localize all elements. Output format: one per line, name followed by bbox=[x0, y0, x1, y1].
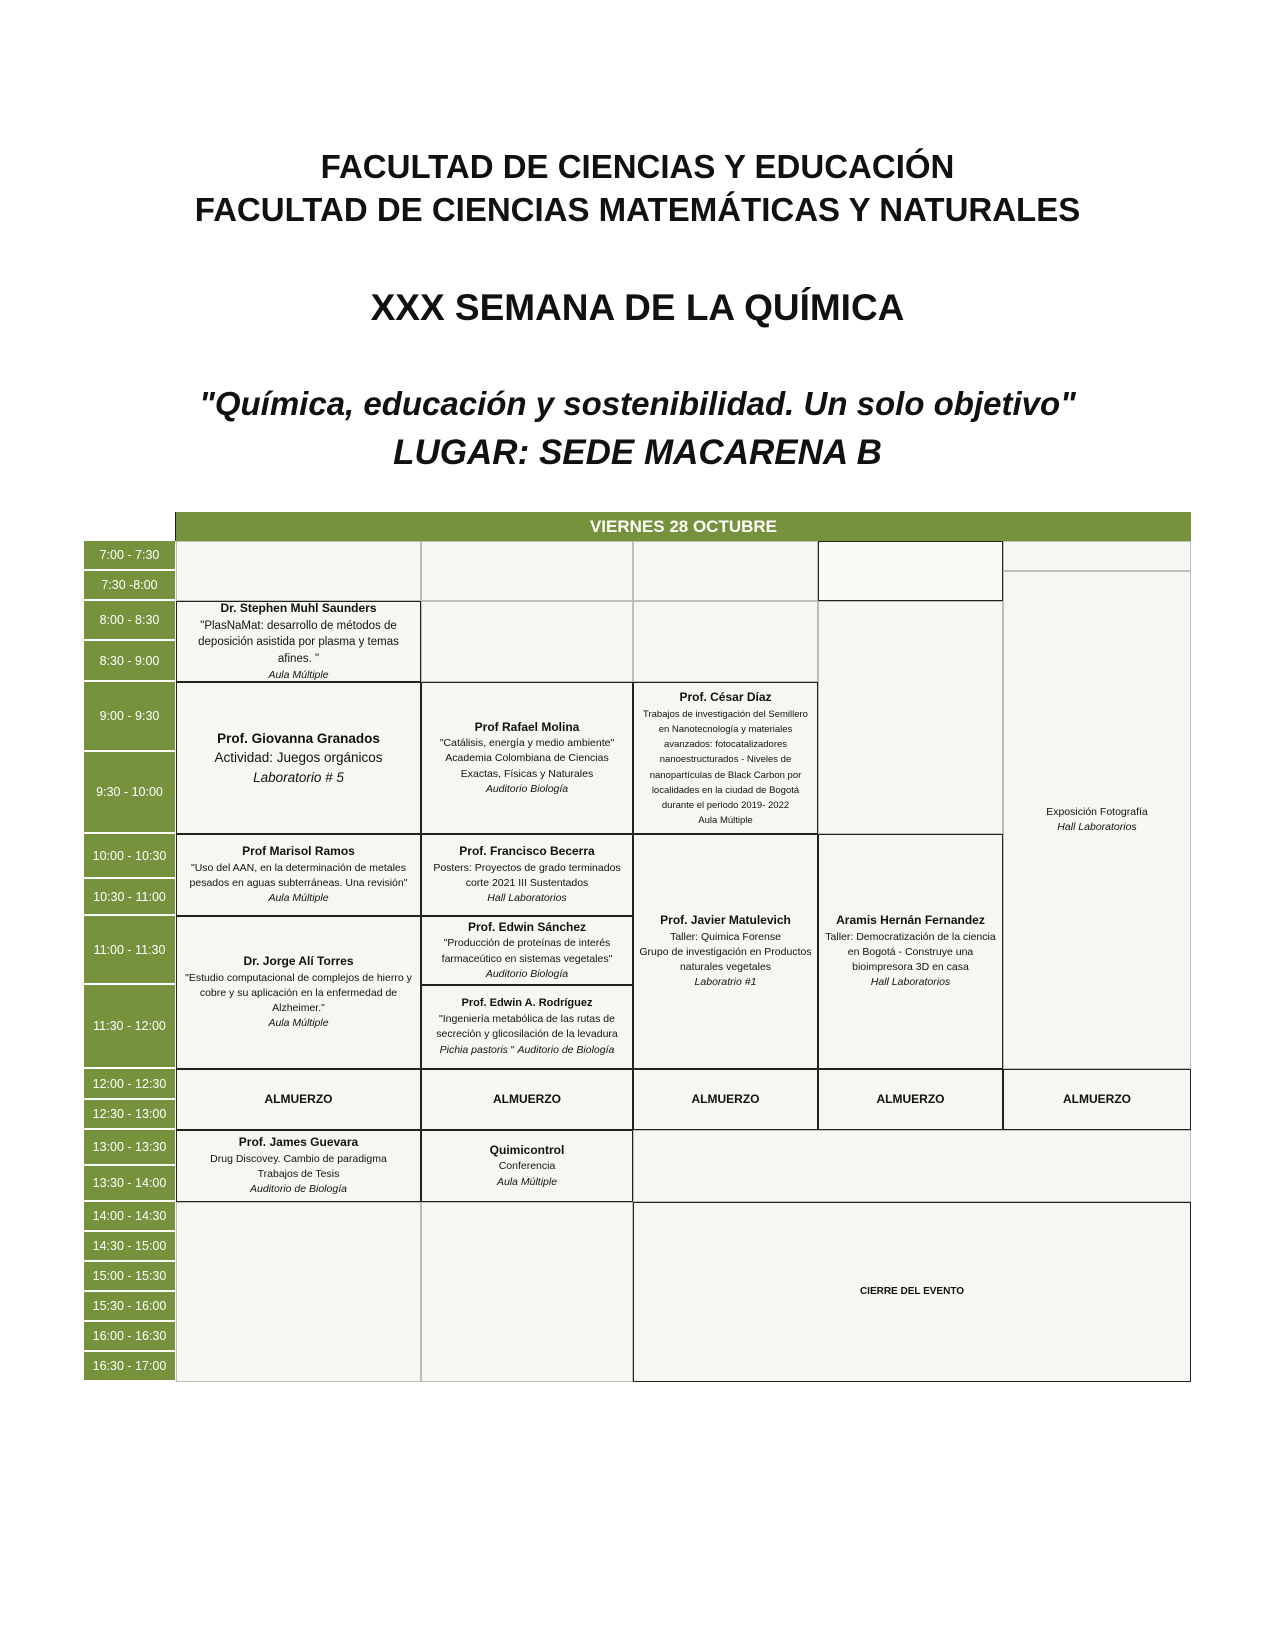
session-place: Aula Múltiple bbox=[268, 1017, 329, 1030]
empty-slot bbox=[633, 541, 818, 601]
title-text: "Ingeniería metabólica de las rutas de secreción y glicosilación de la levadura bbox=[436, 1013, 618, 1041]
time-slot: 16:00 - 16:30 bbox=[84, 1322, 175, 1352]
session-guevara bbox=[176, 1130, 421, 1202]
session-title: Posters: Proyectos de grado terminados corte 2021 III Sustentados bbox=[433, 861, 621, 890]
session-org: Grupo de investigación en Productos naturales vegetales bbox=[639, 945, 812, 974]
lunch-block: ALMUERZO bbox=[1003, 1069, 1191, 1130]
session-title: "Catálisis, energía y medio ambiente" bbox=[439, 737, 615, 750]
session-place: Auditorio de Biología bbox=[250, 1183, 347, 1196]
time-slot: 7:30 -8:00 bbox=[84, 571, 175, 601]
session-torres bbox=[176, 916, 421, 1069]
session-place: Auditorio de Biología bbox=[517, 1043, 615, 1056]
session-title bbox=[425, 1012, 629, 1058]
empty-slot bbox=[421, 1202, 633, 1382]
speaker-name: Prof. James Guevara bbox=[238, 1135, 359, 1150]
species-name: Pichia pastoris bbox=[439, 1043, 508, 1056]
session-diaz bbox=[633, 682, 818, 834]
speaker-name: Prof Rafael Molina bbox=[474, 719, 580, 734]
session-title: "Producción de proteínas de interés farmaceútico en sistemas vegetales" bbox=[441, 937, 613, 965]
lunch-block: ALMUERZO bbox=[633, 1069, 818, 1130]
title-end: " bbox=[507, 1043, 518, 1056]
closing-event: CIERRE DEL EVENTO bbox=[633, 1202, 1191, 1382]
time-slot: 13:30 - 14:00 bbox=[84, 1166, 175, 1202]
time-slot: 10:00 - 10:30 bbox=[84, 834, 175, 879]
speaker-name: Prof. Giovanna Granados bbox=[217, 730, 380, 746]
time-slot: 10:30 - 11:00 bbox=[84, 879, 175, 916]
session-title: "PlasNaMat: desarrollo de métodos de deposición asistida por plasma y temas afines. " bbox=[198, 619, 399, 665]
empty-slot bbox=[818, 541, 1003, 601]
time-slot: 8:00 - 8:30 bbox=[84, 601, 175, 641]
empty-slot bbox=[633, 1130, 1191, 1202]
lunch-block: ALMUERZO bbox=[421, 1069, 633, 1130]
speaker-name: Prof. Javier Matulevich bbox=[660, 913, 791, 928]
session-title: "Estudio computacional de complejos de hierro y cobre y su aplicación en la enfermedad de Alzheimer." bbox=[185, 971, 412, 1015]
speaker-name: Dr. Jorge Alí Torres bbox=[243, 954, 354, 969]
time-slot: 11:30 - 12:00 bbox=[84, 985, 175, 1069]
session-place: Hall Laboratorios bbox=[487, 892, 567, 905]
empty-slot bbox=[421, 601, 633, 682]
time-slot: 12:00 - 12:30 bbox=[84, 1069, 175, 1100]
speaker-name: Prof. Francisco Becerra bbox=[459, 844, 595, 859]
time-slot: 7:00 - 7:30 bbox=[84, 541, 175, 571]
faculty-title-2: FACULTAD DE CIENCIAS MATEMÁTICAS Y NATURALES bbox=[194, 191, 1081, 228]
session-title: Actividad: Juegos orgánicos bbox=[214, 750, 383, 766]
time-slot: 16:30 - 17:00 bbox=[84, 1352, 175, 1382]
empty-slot bbox=[1003, 541, 1191, 571]
session-place: Aula Múltiple bbox=[268, 892, 329, 905]
time-slot: 15:30 - 16:00 bbox=[84, 1292, 175, 1322]
speaker-name: Quimicontrol bbox=[489, 1143, 565, 1158]
speaker-name: Dr. Stephen Muhl Saunders bbox=[220, 601, 377, 616]
empty-slot bbox=[633, 601, 818, 682]
speaker-name: Aramis Hernán Fernandez bbox=[836, 913, 985, 928]
session-becerra bbox=[421, 834, 633, 916]
time-slot: 14:00 - 14:30 bbox=[84, 1202, 175, 1232]
session-title: "Uso del AAN, en la determinación de metales pesados en aguas subterráneas. Una revisión" bbox=[189, 861, 408, 890]
time-slot: 9:00 - 9:30 bbox=[84, 682, 175, 752]
empty-slot bbox=[176, 541, 421, 601]
session-title: Taller: Quimica Forense bbox=[670, 930, 781, 943]
session-title: Conferencia bbox=[498, 1160, 556, 1173]
session-muhl bbox=[176, 601, 421, 682]
empty-slot bbox=[176, 1202, 421, 1382]
time-slot: 14:30 - 15:00 bbox=[84, 1232, 175, 1262]
lunch-block: ALMUERZO bbox=[818, 1069, 1003, 1130]
empty-slot bbox=[421, 541, 633, 601]
time-slot: 13:00 - 13:30 bbox=[84, 1130, 175, 1166]
event-venue: LUGAR: SEDE MACARENA B bbox=[393, 433, 882, 472]
event-slogan: "Química, educación y sostenibilidad. Un solo objetivo" bbox=[199, 385, 1076, 422]
session-place: Auditorio Biología bbox=[485, 782, 569, 795]
session-fernandez bbox=[818, 834, 1003, 1069]
empty-slot bbox=[818, 601, 1003, 834]
time-slot: 8:30 - 9:00 bbox=[84, 641, 175, 682]
session-ramos bbox=[176, 834, 421, 916]
speaker-name: Prof. Edwin A. Rodríguez bbox=[461, 997, 593, 1010]
lunch-block: ALMUERZO bbox=[176, 1069, 421, 1130]
session-place: Laboratrio #1 bbox=[694, 976, 757, 989]
session-title: Taller: Democratización de la ciencia en Bogotá - Construye una bioimpresora 3D en casa bbox=[825, 930, 996, 974]
session-molina bbox=[421, 682, 633, 834]
day-header: VIERNES 28 OCTUBRE bbox=[176, 512, 1191, 541]
session-place: Laboratorio # 5 bbox=[253, 769, 344, 785]
session-place: Aula Múltiple bbox=[496, 1175, 558, 1188]
session-matulevich bbox=[633, 834, 818, 1069]
session-org: Academia Colombiana de Ciencias Exactas, Físicas y Naturales bbox=[445, 752, 609, 780]
session-place: Aula Múltiple bbox=[698, 815, 753, 827]
session-title: Exposición Fotografía bbox=[1046, 805, 1148, 818]
time-slot: 11:00 - 11:30 bbox=[84, 916, 175, 985]
faculty-title-1: FACULTAD DE CIENCIAS Y EDUCACIÓN bbox=[320, 148, 955, 185]
time-slot: 12:30 - 13:00 bbox=[84, 1100, 175, 1130]
speaker-name: Prof Marisol Ramos bbox=[242, 844, 355, 859]
event-title: XXX SEMANA DE LA QUÍMICA bbox=[370, 287, 905, 328]
session-title: Drug Discovey. Cambio de paradigma bbox=[210, 1152, 387, 1165]
session-place: Hall Laboratorios bbox=[1057, 821, 1137, 833]
session-place: Aula Múltiple bbox=[268, 668, 329, 681]
session-sanchez bbox=[421, 916, 633, 985]
session-place: Hall Laboratorios bbox=[870, 976, 951, 989]
session-rodriguez bbox=[421, 985, 633, 1069]
session-quimicontrol bbox=[421, 1130, 633, 1202]
time-slot: 9:30 - 10:00 bbox=[84, 752, 175, 834]
session-granados bbox=[176, 682, 421, 834]
session-title: Trabajos de investigación del Semillero en Nanotecnología y materiales avanzados: fotocatalizadores nanoestructurados - Niveles de nanopartículas de Black Carbon por localidades en la ciudad de Bogotá durante el periodo 2019- 2022 bbox=[643, 708, 808, 811]
session-expo bbox=[1003, 571, 1191, 1069]
session-subtitle: Trabajos de Tesis bbox=[257, 1168, 340, 1181]
speaker-name: Prof. Edwin Sánchez bbox=[467, 919, 587, 934]
time-slot: 15:00 - 15:30 bbox=[84, 1262, 175, 1292]
speaker-name: Prof. César Díaz bbox=[679, 689, 772, 704]
session-place: Auditorio Biología bbox=[485, 967, 569, 980]
